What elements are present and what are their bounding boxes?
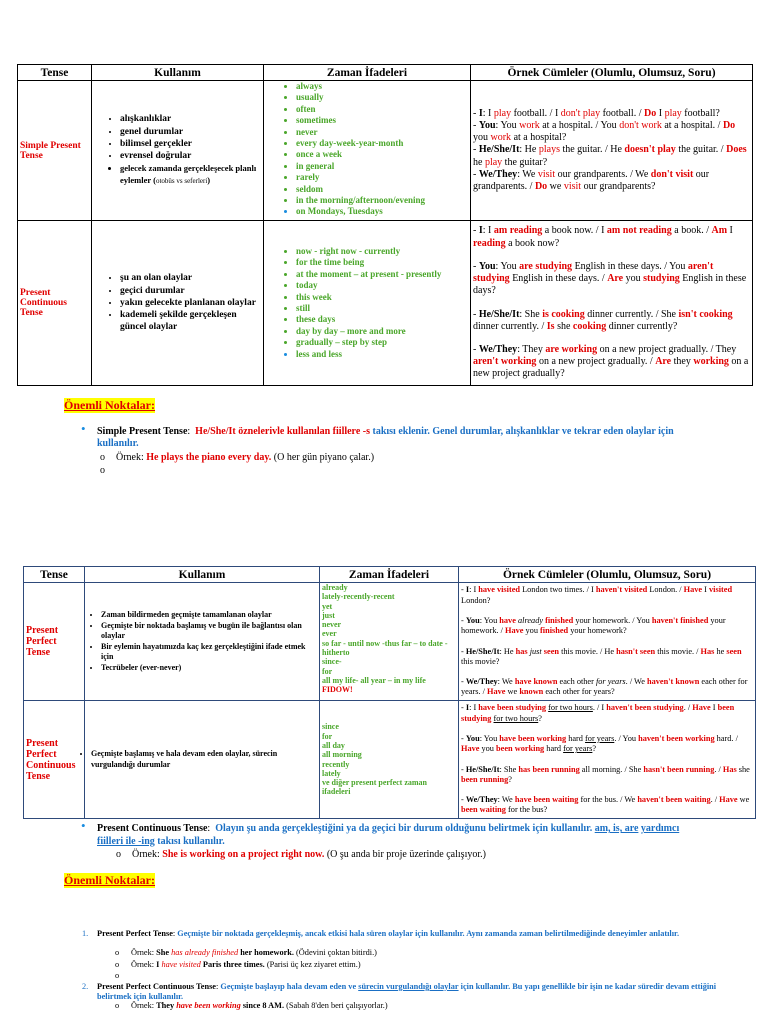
expression-item: • at the moment – at present - presently	[296, 269, 468, 280]
usage-item: • şu an olan olaylar	[120, 272, 261, 284]
expression-item: • usually	[296, 92, 468, 103]
tense-name: Simple Present Tense	[18, 81, 92, 221]
expression-item: just	[322, 610, 335, 620]
expression-item: • these days	[296, 314, 468, 325]
note-simple-present: Simple Present Tense: He/She/It öznelerivle kullanılan fiillere -s takısı eklenir. Genel durumlar, alışkanlıklar ve tekrar eden olaylar için kullanılır.	[97, 426, 674, 449]
expression-item: • in general	[296, 161, 468, 172]
expression-item: lately-recently-recent	[322, 592, 395, 602]
expression-item: since-	[322, 657, 342, 667]
expression-item: ve diğer present perfect zaman ifadeleri	[322, 778, 428, 797]
usage-item: • Zaman bildirmeden geçmişte tamamlanan olaylar	[101, 610, 317, 621]
expression-item: • in the morning/afternoon/evening	[296, 195, 468, 206]
numbered-note-1: 1. Present Perfect Tense: Geçmişte bir noktada gerçekleşmiş, ancak etkisi hala süren olaylar için kullanılır. Aynı zamanda zaman belirtilmediğinde deneyimler anlatılır.	[82, 929, 680, 938]
expressions-cell	[320, 583, 459, 701]
tense-table-1	[17, 64, 753, 386]
expression-item: • every day-week-year-month	[296, 138, 468, 149]
expression-item: all my life- all year – in my life	[322, 675, 426, 685]
usage-cell	[92, 221, 264, 386]
header-tense: Tense	[18, 65, 92, 81]
table-row	[24, 583, 756, 701]
header-kullanim: Kullanım	[85, 567, 320, 583]
header-zaman-ifadeleri: Zaman İfadeleri	[320, 567, 459, 583]
usage-item: • bilimsel gerçekler	[120, 138, 261, 150]
expression-item: • on Mondays, Tuesdays	[296, 206, 468, 217]
table-row	[24, 701, 756, 819]
numbered-note-2: 2. Present Perfect Continuous Tense: Geçmişte başlayıp hala devam eden ve sürecin vurgulandığı olaylar için kullanılır. Bu yapı genellikle bir işin ne kadar süredir devam ettiğini belirtmek için kullanılır.	[82, 982, 717, 1001]
usage-item: • kademeli şekilde gerçekleşen güncel olaylar	[120, 309, 261, 333]
usage-item: • yakın gelecekte planlanan olaylar	[120, 297, 261, 309]
expression-item: yet	[322, 601, 333, 611]
expression-item: • once a week	[296, 149, 468, 160]
table-row	[18, 221, 753, 386]
expression-item: lately	[322, 768, 341, 778]
note-example: o Örnek: I have visited Paris three times. (Parisi üç kez ziyaret ettim.)	[115, 960, 361, 969]
usage-cell	[85, 701, 320, 819]
usage-item: • geçici durumlar	[120, 285, 261, 297]
usage-item: • gelecek zamanda gerçekleşecek planlı eylemler (otobüs vs seferleri)	[120, 162, 261, 187]
expressions-cell	[264, 81, 471, 221]
notes-heading: Önemli Noktalar:	[64, 398, 155, 412]
expression-item: ever	[322, 629, 337, 639]
tense-name: Present Perfect Continuous Tense	[24, 701, 85, 819]
expression-item: already	[322, 583, 348, 592]
usage-item: • evrensel doğrular	[120, 150, 261, 162]
header-kullanim: Kullanım	[92, 65, 264, 81]
note-example: o Örnek: She is working on a project right now. (O şu anda bir proje üzerinde çalışıyor.)	[116, 849, 486, 860]
expression-item: • seldom	[296, 184, 468, 195]
expression-item: • this week	[296, 292, 468, 303]
note-example: o Örnek: She has already finished her homework. (Ödevini çoktan bitirdi.)	[115, 948, 377, 957]
usage-item: • Bir eylemin hayatımızda kaç kez gerçekleştiğini ifade etmek için	[101, 642, 317, 663]
header-ornek-cumleler: Örnek Cümleler (Olumlu, Olumsuz, Soru)	[471, 65, 753, 81]
empty-sub-bullet: o	[115, 971, 120, 980]
examples-cell: - I: I have been studying for two hours. / I haven't been studying. / Have I been studying for two hours? - You: You have been working hard for years. / You haven't been working hard. / Have you been working hard for years? - He/She/It: She has been running all morning. / She hasn't been running. / Has she been running? - We/They: We have been waiting for the bus. / We haven't been waiting. / Have we been waiting for the bus?	[459, 701, 756, 819]
header-ornek-cumleler: Örnek Cümleler (Olumlu, Olumsuz, Soru)	[459, 567, 756, 583]
table-row	[18, 81, 753, 221]
expressions-cell	[320, 701, 459, 819]
expression-item: never	[322, 620, 342, 630]
note-example: o Örnek: He plays the piano every day. (O her gün piyano çalar.)	[100, 452, 375, 463]
expression-item: • gradually – step by step	[296, 337, 468, 348]
usage-item: • alışkanlıklar	[120, 113, 261, 125]
header-tense: Tense	[24, 567, 85, 583]
expression-item: for	[322, 666, 333, 676]
expression-item: recently	[322, 759, 350, 769]
table-header-row	[18, 65, 753, 81]
expression-item: so far - until now -thus far – to date - hitherto	[322, 638, 448, 658]
note-present-continuous: Present Continuous Tense: Olayın şu anda gerçekleştiğini ya da geçici bir durum olduğunu belirtmek için kullanılır. am, is, are yardımcı fiilleri ile -ing takısı kullanılır.	[97, 823, 680, 847]
expression-item: • today	[296, 280, 468, 291]
expression-item: • still	[296, 303, 468, 314]
expression-item: • always	[296, 81, 468, 92]
expression-item: • day by day – more and more	[296, 326, 468, 337]
expression-item: since	[322, 722, 339, 732]
expression-item: FIDOW!	[322, 685, 353, 695]
usage-cell	[85, 583, 320, 701]
expression-item: • sometimes	[296, 115, 468, 126]
examples-cell: - I: I am reading a book now. / I am not reading a book. / Am I reading a book now? - You: You are studying English in these days. / You aren't studying English in these days. / Are you studying English in these days? - He/She/It: She is cooking dinner currently. / She isn't cooking dinner currently. / Is she cooking dinner currently? - We/They: They are working on a new project gradually. / They aren't working on a new project gradually. / Are they working on a new project gradually?	[471, 221, 753, 386]
usage-item: • Geçmişte başlamış ve hala devam eden olaylar, sürecin vurgulandığı durumlar	[91, 749, 317, 770]
tense-name: Present Continuous Tense	[18, 221, 92, 386]
examples-cell: - I: I play football. / I don't play football. / Do I play football? - You: You work at a hospital. / You don't work at a hospital. / Do you work at a hospital? - He/She/It: He plays the guitar. / He doesn't play the guitar. / Does he play the guitar? - We/They: We visit our grandparents. / We don't visit our grandparents. / Do we visit our grandparents?	[471, 81, 753, 221]
tense-name: Present Perfect Tense	[24, 583, 85, 701]
expression-item: for	[322, 731, 333, 741]
expression-item: • never	[296, 127, 468, 138]
expression-item: • for the time being	[296, 257, 468, 268]
expression-item: all morning	[322, 750, 362, 760]
expression-item: • often	[296, 104, 468, 115]
examples-cell: - I: I have visited London two times. / I haven't visited London. / Have I visited London? - You: You have already finished your homework. / You haven't finished your homework. / Have you finished your homework? - He/She/It: He has just seen this movie. / He hasn't seen this movie. / Has he seen this movie? - We/They: We have known each other for years. / We haven't known each other for years. / Have we known each other for years?	[459, 583, 756, 701]
empty-sub-bullet: o	[100, 465, 105, 476]
expression-item: all day	[322, 740, 345, 750]
usage-item: • genel durumlar	[120, 126, 261, 138]
expressions-cell	[264, 221, 471, 386]
usage-item: • Geçmişte bir noktada başlamış ve bugün ile bağlantısı olan olaylar	[101, 621, 317, 642]
expression-item: • less and less	[296, 349, 468, 360]
note-example: o Örnek: They have been working since 8 AM. (Sabah 8'den beri çalışıyorlar.)	[115, 1001, 388, 1010]
usage-item: • Tecrübeler (ever-never)	[101, 663, 317, 674]
table-header-row	[24, 567, 756, 583]
notes-heading: Önemli Noktalar:	[64, 873, 155, 887]
header-zaman-ifadeleri: Zaman İfadeleri	[264, 65, 471, 81]
usage-cell	[92, 81, 264, 221]
expression-item: • rarely	[296, 172, 468, 183]
expression-item: • now - right now - currently	[296, 246, 468, 257]
tense-table-2	[23, 566, 756, 819]
